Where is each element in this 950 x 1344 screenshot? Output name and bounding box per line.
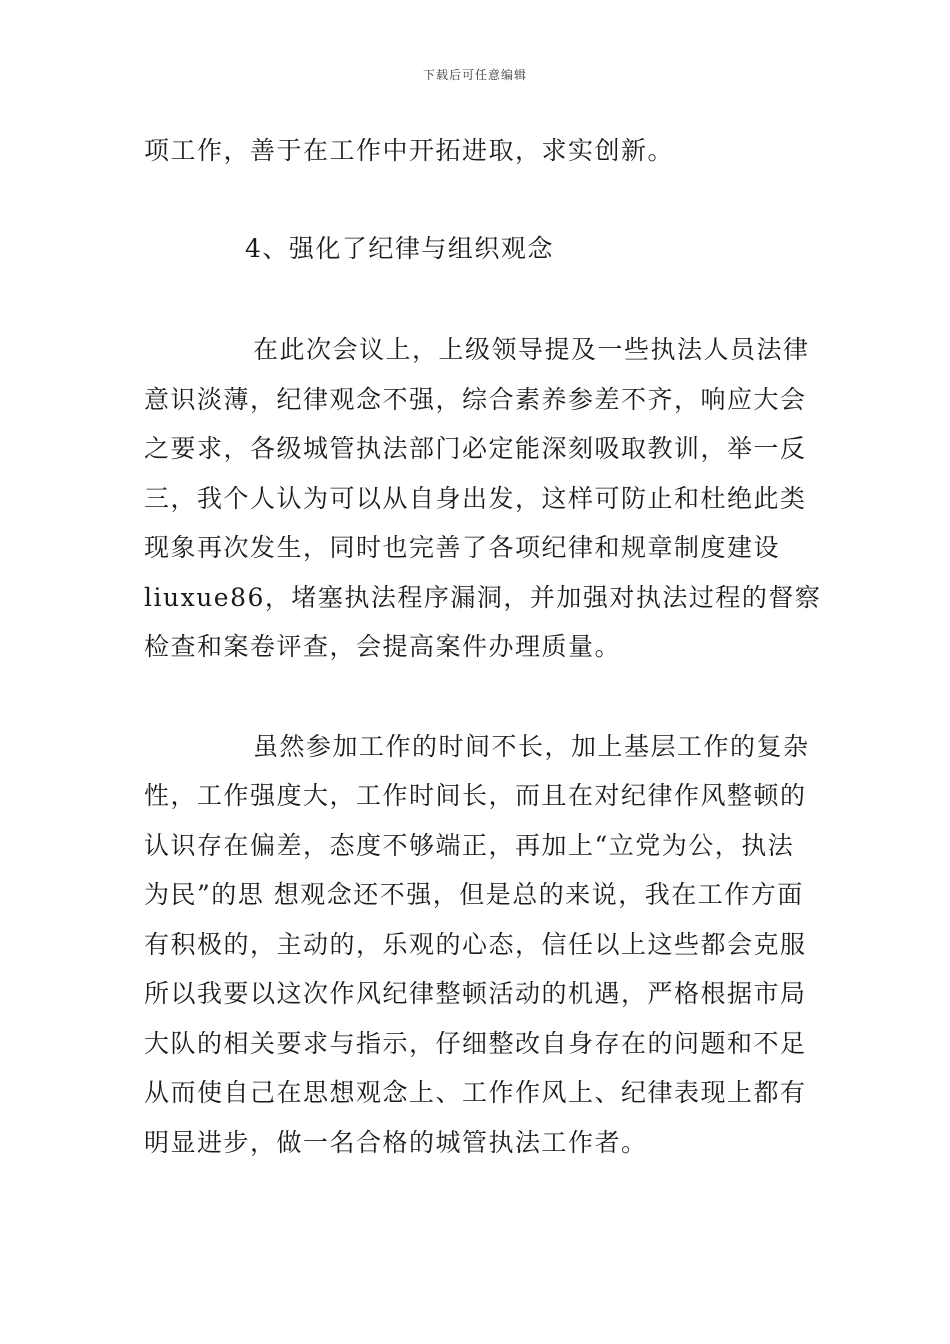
- text-line: 之要求，各级城管执法部门必定能深刻吸取教训，举一反: [144, 434, 807, 463]
- text-line: 为民”的思 想观念还不强，但是总的来说，我在工作方面: [144, 880, 804, 909]
- text-line: 认识存在偏差，态度不够端正，再加上“立党为公，执法: [144, 831, 795, 860]
- text-line: 性，工作强度大，工作时间长，而且在对纪律作风整顿的: [144, 781, 807, 810]
- text-line: 从而使自己在思想观念上、工作作风上、纪律表现上都有: [144, 1078, 807, 1107]
- text-line: 所以我要以这次作风纪律整顿活动的机遇，严格根据市局: [144, 979, 807, 1008]
- text-line: 明显进步，做一名合格的城管执法工作者。: [144, 1128, 648, 1157]
- text-line: liuxue86，堵塞执法程序漏洞，并加强对执法过程的督察: [144, 583, 822, 612]
- page-header: 下载后可任意编辑: [422, 68, 527, 82]
- text-line: 意识淡薄，纪律观念不强，综合素养参差不齐，响应大会: [144, 385, 807, 414]
- text-line: 有积极的，主动的，乐观的心态，信任以上这些都会克服: [144, 930, 807, 959]
- text-line: 三，我个人认为可以从自身出发，这样可防止和杜绝此类: [144, 484, 807, 513]
- text-line: 在此次会议上，上级领导提及一些执法人员法律: [253, 335, 810, 364]
- text-line: 检查和案卷评查，会提高案件办理质量。: [144, 632, 622, 661]
- text-line: 现象再次发生，同时也完善了各项纪律和规章制度建设: [144, 533, 781, 562]
- section-heading: 4、强化了纪律与组织观念: [245, 234, 554, 263]
- text-line: 大队的相关要求与指示，仔细整改自身存在的问题和不足: [144, 1029, 807, 1058]
- text-line: 项工作，善于在工作中开拓进取，求实创新。: [144, 136, 675, 165]
- text-line: 虽然参加工作的时间不长，加上基层工作的复杂: [253, 732, 810, 761]
